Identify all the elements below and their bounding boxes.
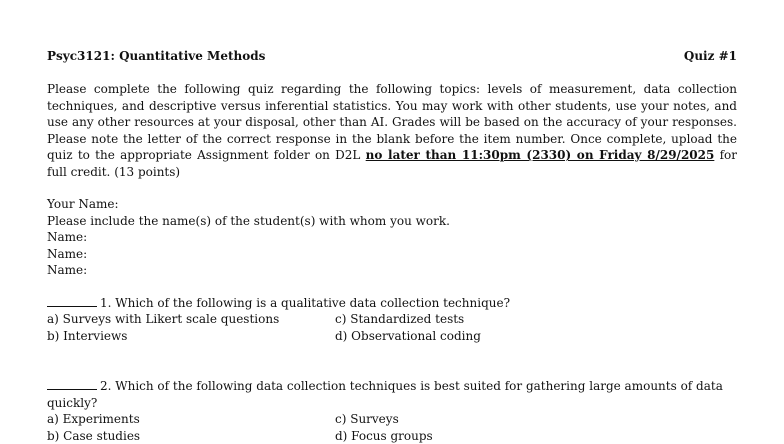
include-note: Please include the name(s) of the student(s) with whom you work. bbox=[47, 213, 737, 230]
question-1 bbox=[47, 295, 737, 345]
question-1-option-b: b) Interviews bbox=[47, 328, 335, 345]
question-2-option-b: b) Case studies bbox=[47, 428, 335, 444]
instructions-text-after: for full credit. (13 points) bbox=[47, 148, 737, 179]
name-label-3: Name: bbox=[47, 262, 737, 279]
question-1-option-a: a) Surveys with Likert scale questions bbox=[47, 311, 335, 328]
course-title: Psyc3121: Quantitative Methods bbox=[47, 48, 265, 65]
question-1-options bbox=[47, 311, 737, 344]
question-2-option-d: d) Focus groups bbox=[335, 428, 635, 444]
name-label-1: Name: bbox=[47, 229, 737, 246]
answer-blank-1[interactable] bbox=[47, 295, 97, 307]
question-1-option-c: c) Standardized tests bbox=[335, 311, 635, 328]
quiz-title: Quiz #1 bbox=[684, 48, 737, 65]
question-2 bbox=[47, 378, 737, 444]
question-1-option-d: d) Observational coding bbox=[335, 328, 635, 345]
question-1-text: 1. Which of the following is a qualitative data collection technique? bbox=[100, 296, 510, 310]
question-2-option-c: c) Surveys bbox=[335, 411, 635, 428]
name-label-2: Name: bbox=[47, 246, 737, 263]
names-section bbox=[47, 196, 737, 279]
question-1-stem bbox=[47, 295, 737, 312]
question-2-stem bbox=[47, 378, 737, 411]
question-2-options bbox=[47, 411, 737, 444]
instructions-text-before: Please complete the following quiz regarding the following topics: levels of measurement, data collection techniques, and descriptive versus inferential statistics. You may work with other students, use your notes, and use any other resources at your disposal, other than AI. Grades will be based on the accuracy of your responses. Please note the letter of the correct response in the blank before the item number. Once complete, upload the quiz to the appropriate Assignment folder on D2L bbox=[47, 82, 737, 162]
answer-blank-2[interactable] bbox=[47, 378, 97, 390]
document-header bbox=[47, 48, 737, 65]
question-2-text: 2. Which of the following data collection techniques is best suited for gathering large amounts of data quickly? bbox=[47, 379, 723, 410]
instructions-deadline: no later than 11:30pm (2330) on Friday 8/29/2025 bbox=[366, 148, 715, 162]
document-page bbox=[47, 48, 737, 444]
instructions-paragraph bbox=[47, 81, 737, 180]
question-2-option-a: a) Experiments bbox=[47, 411, 335, 428]
your-name-label: Your Name: bbox=[47, 196, 737, 213]
